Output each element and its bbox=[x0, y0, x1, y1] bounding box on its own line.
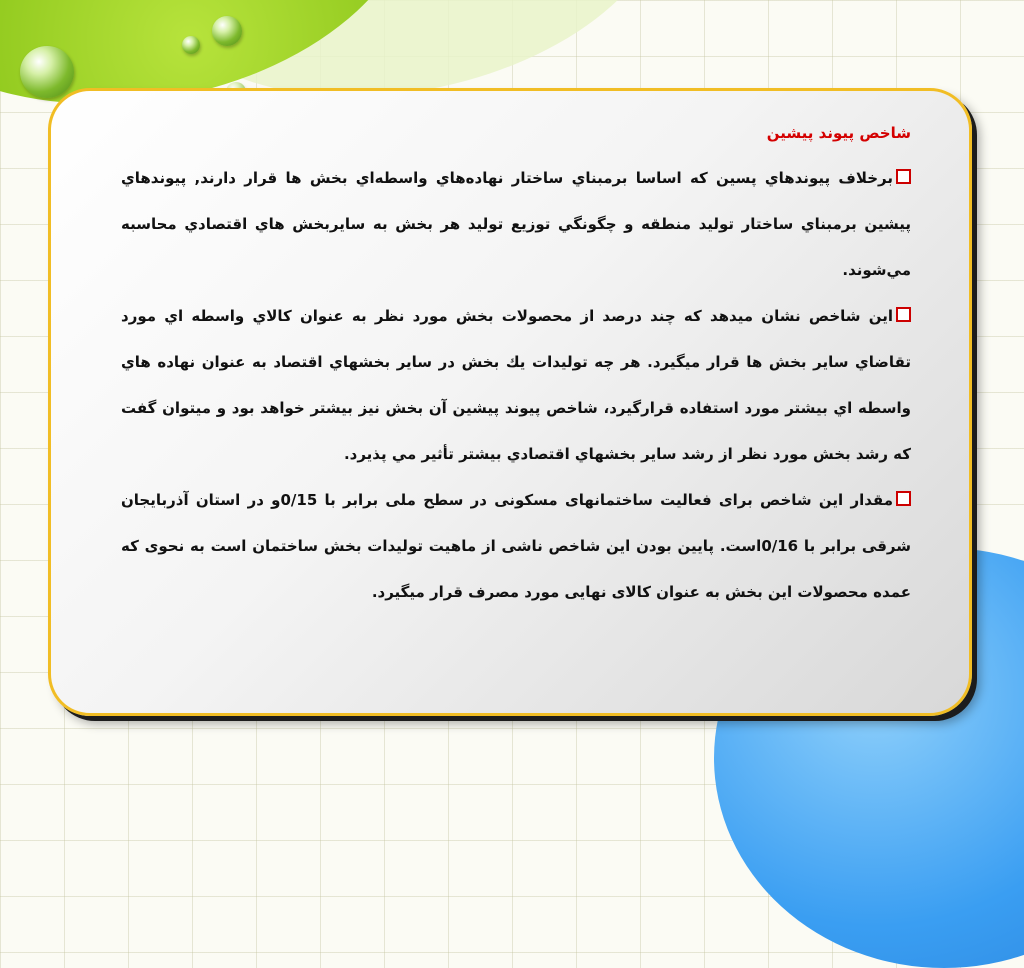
bullet-square-icon bbox=[896, 169, 911, 184]
paragraph-1 bbox=[121, 155, 911, 293]
paragraph-3-text: مقدار این شاخص برای فعالیت ساختمانهای مسکونی در سطح ملی برابر با 0/15و در استان آذربایجان شرقی برابر با 0/16است. پایین بودن این شاخص ناشی از ماهیت تولیدات بخش ساختمان است به نحوی که عمده محصولات این بخش به عنوان کالای نهایی مورد مصرف قرار میگیرد. bbox=[121, 491, 911, 601]
paragraph-3 bbox=[121, 477, 911, 615]
water-drop-icon bbox=[212, 16, 242, 46]
slide-heading: شاخص پیوند پیشین bbox=[766, 124, 911, 142]
paragraph-1-text: برخلاف پيوندهاي پسين که اساسا برمبناي ساختار نهاده‌هاي واسطه‌اي بخش ها قرار دارند, پيوندهاي پيشين برمبناي ساختار توليد منطقه و چگونگي توزيع توليد هر بخش به سايربخش هاي اقتصادي محاسبه مي‌شوند. bbox=[121, 169, 911, 279]
bullet-square-icon bbox=[896, 491, 911, 506]
bullet-square-icon bbox=[896, 307, 911, 322]
paragraph-2 bbox=[121, 293, 911, 477]
water-drop-icon bbox=[182, 36, 200, 54]
slide-content bbox=[121, 121, 911, 615]
water-drop-icon bbox=[20, 46, 74, 98]
content-panel bbox=[48, 88, 972, 716]
paragraph-2-text: اين شاخص نشان ميدهد که چند درصد از محصولات بخش مورد نظر به عنوان کالاي واسطه اي مورد تقاضاي ساير بخش ها قرار ميگيرد. هر چه توليدات يك بخش در ساير بخشهاي اقتصاد به عنوان نهاده هاي واسطه اي بيشتر مورد استفاده قرارگيرد، شاخص پيوند پيشين آن بخش نيز بيشتر خواهد بود و ميتوان گفت كه رشد بخش مورد نظر از رشد ساير بخشهاي اقتصادي بيشتر تأثير مي پذيرد. bbox=[121, 307, 911, 463]
